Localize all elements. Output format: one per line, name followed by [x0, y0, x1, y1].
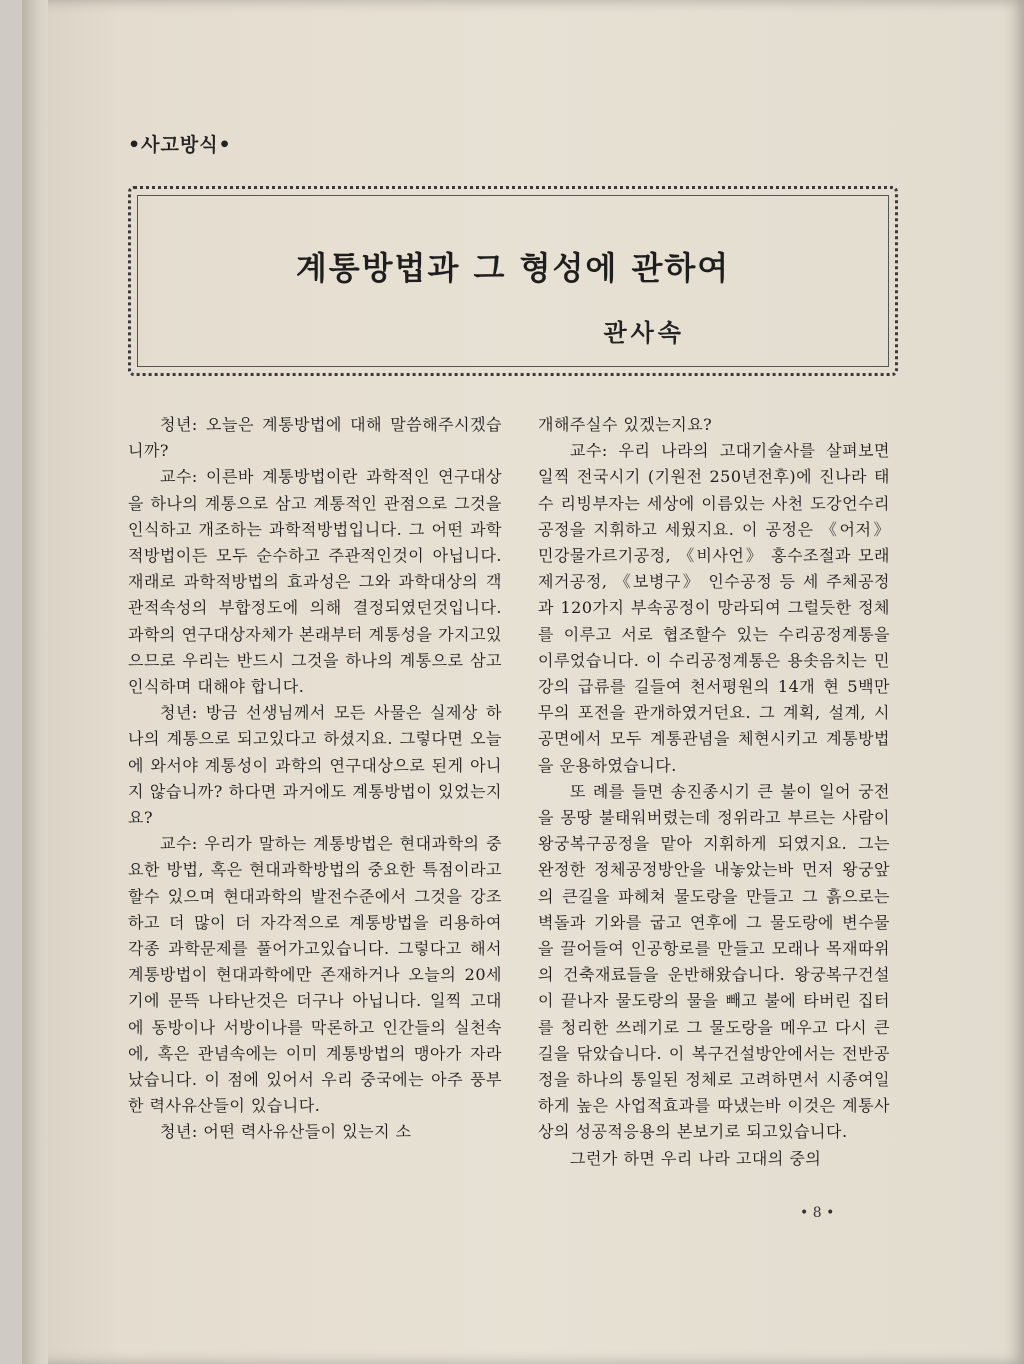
left-column	[128, 412, 502, 1146]
page-number: • 8 •	[800, 1205, 835, 1221]
paragraph: 또 례를 들면 송진종시기 큰 불이 일어 궁전을 몽땅 불태워버렸는데 정위라고 부르는 사람이 왕궁복구공정을 맡아 지휘하게 되였지요. 그는 완정한 정체공정방안을 내놓았는바 먼저 왕궁앞의 큰길을 파헤쳐 물도랑을 만들고 그 흙으로는 벽돌과 기와를 굽고 연후에 그 물도랑에 변수물을 끌어들여 인공항로를 만들고 모래나 목재따위의 건축재료들을 운반해왔습니다. 왕궁복구건설이 끝나자 물도랑의 물을 빼고 불에 타버린 집터를 청리한 쓰레기로 그 물도랑을 메우고 다시 큰길을 닦았습니다. 이 복구건설방안에서는 전반공정을 하나의 통일된 정체로 고려하면서 시종여일하게 높은 사업적효과를 따냈는바 이것은 계통사상의 성공적응용의 본보기로 되고있습니다.	[538, 781, 890, 1142]
paragraph: 교수: 이른바 계통방법이란 과학적인 연구대상을 하나의 계통으로 삼고 계통적인 관점으로 그것을 인식하고 개조하는 과학적방법입니다. 그 어떤 과학적방법이든 모두 순수하고 주관적인것이 아닙니다. 재래로 과학적방법의 효과성은 그와 과학대상의 객관적속성의 부합정도에 의해 결정되였던것입니다. 과학의 연구대상자체가 본래부터 계통성을 가지고있으므로 우리는 반드시 그것을 하나의 계통으로 삼고 인식하며 대해야 합니다.	[128, 467, 502, 697]
article-author: 관사속	[603, 319, 685, 347]
article-title: 계통방법과 그 형성에 관하여	[295, 249, 731, 287]
paragraph: 그런가 하면 우리 나라 고대의 중의	[570, 1148, 822, 1168]
paragraph: 개해주실수 있겠는지요?	[538, 415, 713, 434]
paragraph: 교수: 우리 나라의 고대기술사를 살펴보면 일찍 전국시기 (기원전 250년전후)에 진나라 태수 리빙부자는 세상에 이름있는 사천 도강언수리공정을 지휘하고 세웠지요. 이 공정은 《어저》 민강물가르기공정, 《비사언》 홍수조절과 모래제거공정, 《보병구》 인수공정 등 세 주체공정과 120가지 부속공정이 망라되여 그럴듯한 정체를 이루고 서로 협조할수 있는 수리공정계통을 이루었습니다. 이 수리공정계통은 용솟음치는 민강의 급류를 길들여 천서평원의 14개 현 5백만무의 포전을 관개하였거던요. 그 계획, 설계, 시공면에서 모두 계통관념을 체현시키고 계통방법을 운용하였습니다.	[538, 441, 890, 775]
paragraph: 청년: 어떤 력사유산들이 있는지 소	[160, 1122, 412, 1142]
title-frame	[128, 186, 898, 376]
paragraph: 청년: 방금 선생님께서 모든 사물은 실제상 하나의 계통으로 되고있다고 하셨지요. 그렇다면 오늘에 와서야 계통성이 과학의 연구대상으로 된게 아니지 않습니까? 하다면 과거에도 계통방법이 있었는지요?	[128, 703, 502, 828]
book-spine	[22, 0, 48, 1364]
right-column	[538, 412, 890, 1172]
paragraph: 교수: 우리가 말하는 계통방법은 현대과학의 중요한 방법, 혹은 현대과학방법의 중요한 특점이라고 할수 있으며 현대과학의 발전수준에서 그것을 강조하고 더 많이 더 자각적으로 계통방법을 리용하여 각종 과학문제를 풀어가고있습니다. 그렇다고 해서 계통방법이 현대과학에만 존재하거나 오늘의 20세기에 문뜩 나타난것은 더구나 아닙니다. 일찍 고대에 동방이나 서방이나를 막론하고 인간들의 실천속에, 혹은 관념속에는 이미 계통방법의 맹아가 자라났습니다. 이 점에 있어서 우리 중국에는 아주 풍부한 력사유산들이 있습니다.	[128, 834, 502, 1116]
paragraph: 청년: 오늘은 계통방법에 대해 말씀해주시겠습니까?	[128, 415, 502, 461]
section-label: •사고방식•	[128, 134, 232, 156]
